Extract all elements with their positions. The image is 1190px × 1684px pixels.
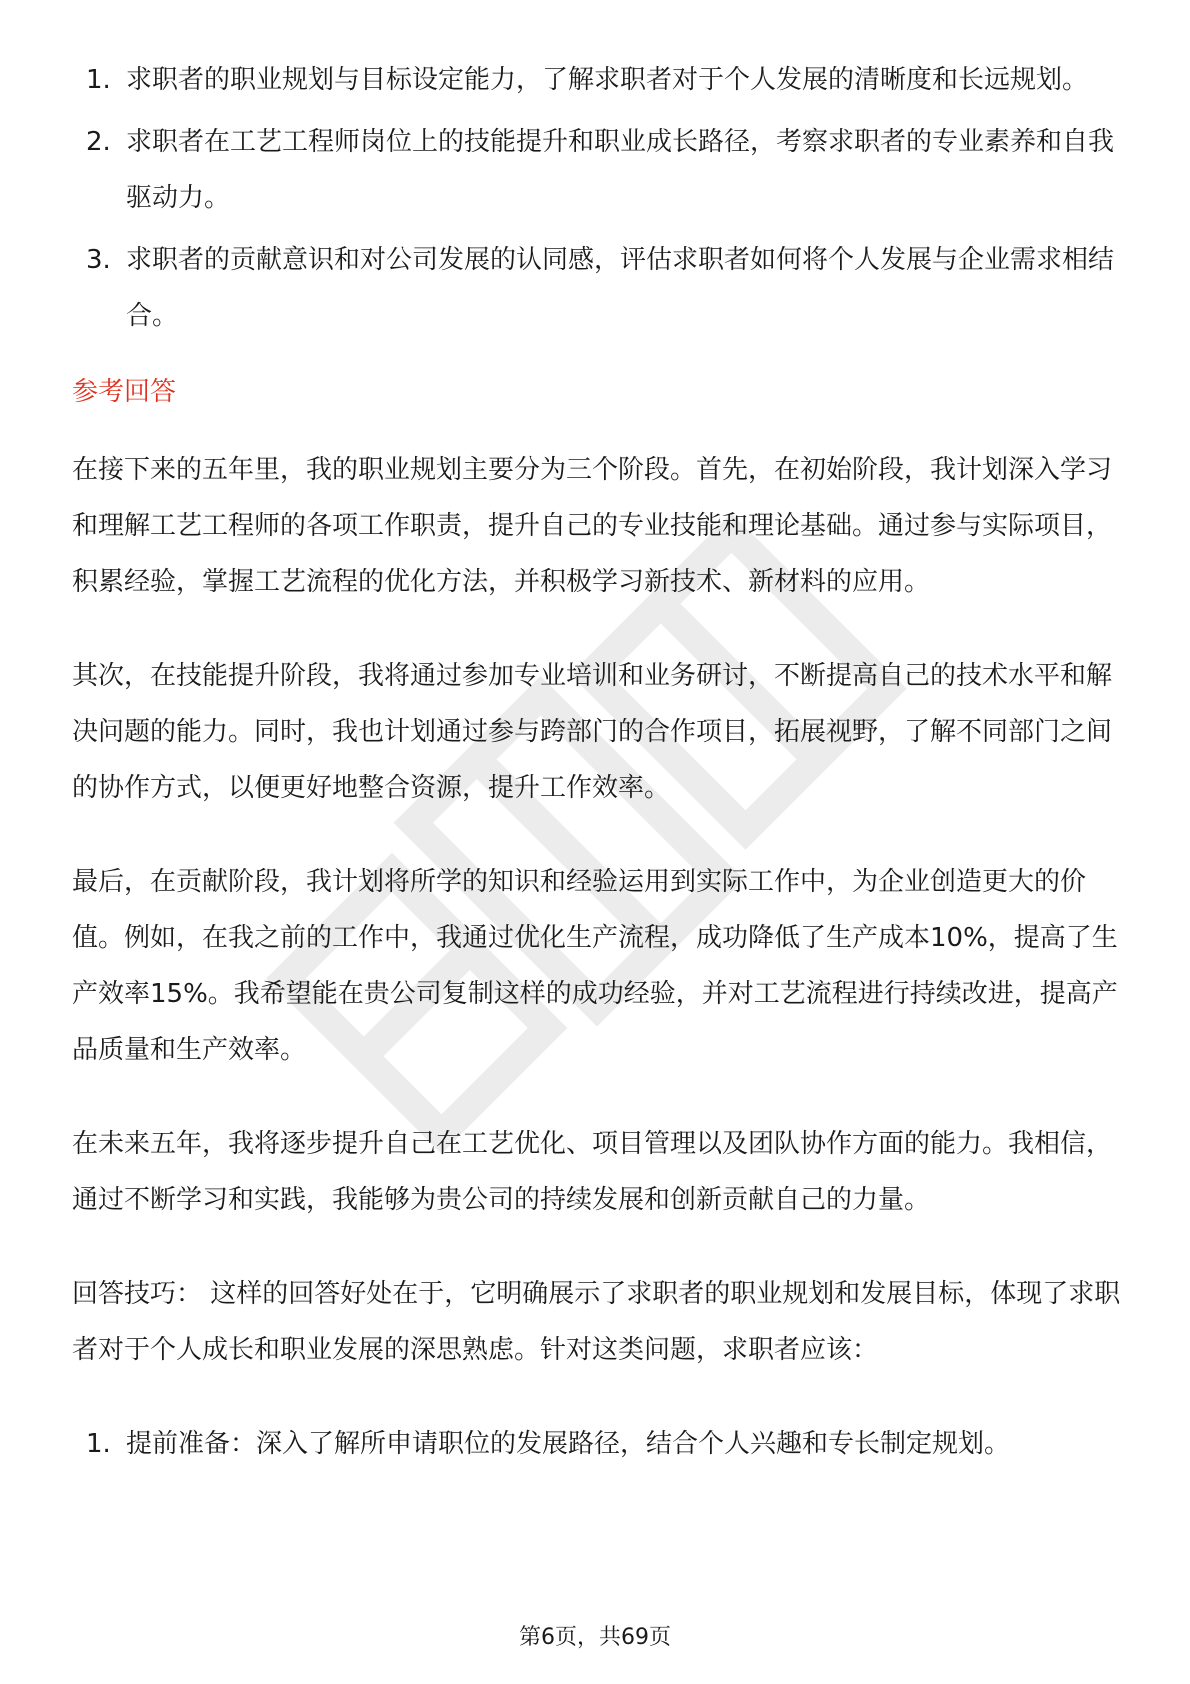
paragraph: 最后，在贡献阶段，我计划将所学的知识和经验运用到实际工作中，为企业创造更大的价值。例如，在我之前的工作中，我通过优化生产流程，成功降低了生产成本10%，提高了生产效率15%。我希望能在贵公司复制这样的成功经验，并对工艺流程进行持续改进，提高产品质量和生产效率。 [72, 867, 1118, 1065]
paragraph: 其次，在技能提升阶段，我将通过参加专业培训和业务研讨，不断提高自己的技术水平和解决问题的能力。同时，我也计划通过参与跨部门的合作项目，拓展视野，了解不同部门之间的协作方式，以便更好地整合资源，提升工作效率。 [72, 661, 1113, 803]
list-number: 1. [86, 1429, 111, 1459]
reference-heading: 参考回答 [72, 377, 177, 407]
list-item [72, 114, 1122, 226]
page-footer: 第6页，共69页 [519, 1625, 671, 1650]
list-item [72, 232, 1122, 344]
list-item [72, 1416, 1122, 1472]
list-text: 求职者在工艺工程师岗位上的技能提升和职业成长路径，考察求职者的专业素养和自我驱动力。 [126, 127, 1115, 213]
intro-list [72, 52, 1122, 344]
list-text: 求职者的职业规划与目标设定能力，了解求职者对于个人发展的清晰度和长远规划。 [126, 65, 1089, 95]
list-text: 求职者的贡献意识和对公司发展的认同感，评估求职者如何将个人发展与企业需求相结合。 [126, 245, 1115, 331]
paragraph: 在未来五年，我将逐步提升自己在工艺优化、项目管理以及团队协作方面的能力。我相信，通过不断学习和实践，我能够为贵公司的持续发展和创新贡献自己的力量。 [72, 1129, 1113, 1215]
document-body [72, 52, 1122, 1478]
tips-list [72, 1416, 1122, 1472]
list-number: 2. [86, 127, 111, 157]
list-text: 提前准备：深入了解所申请职位的发展路径，结合个人兴趣和专长制定规划。 [126, 1429, 1011, 1459]
list-number: 1. [86, 65, 111, 95]
paragraph: 在接下来的五年里，我的职业规划主要分为三个阶段。首先，在初始阶段，我计划深入学习和理解工艺工程师的各项工作职责，提升自己的专业技能和理论基础。通过参与实际项目，积累经验，掌握工艺流程的优化方法，并积极学习新技术、新材料的应用。 [72, 455, 1113, 597]
tips-paragraph: 回答技巧： 这样的回答好处在于，它明确展示了求职者的职业规划和发展目标，体现了求职者对于个人成长和职业发展的深思熟虑。针对这类问题，求职者应该： [72, 1279, 1121, 1365]
list-item [72, 52, 1122, 108]
list-number: 3. [86, 245, 111, 275]
